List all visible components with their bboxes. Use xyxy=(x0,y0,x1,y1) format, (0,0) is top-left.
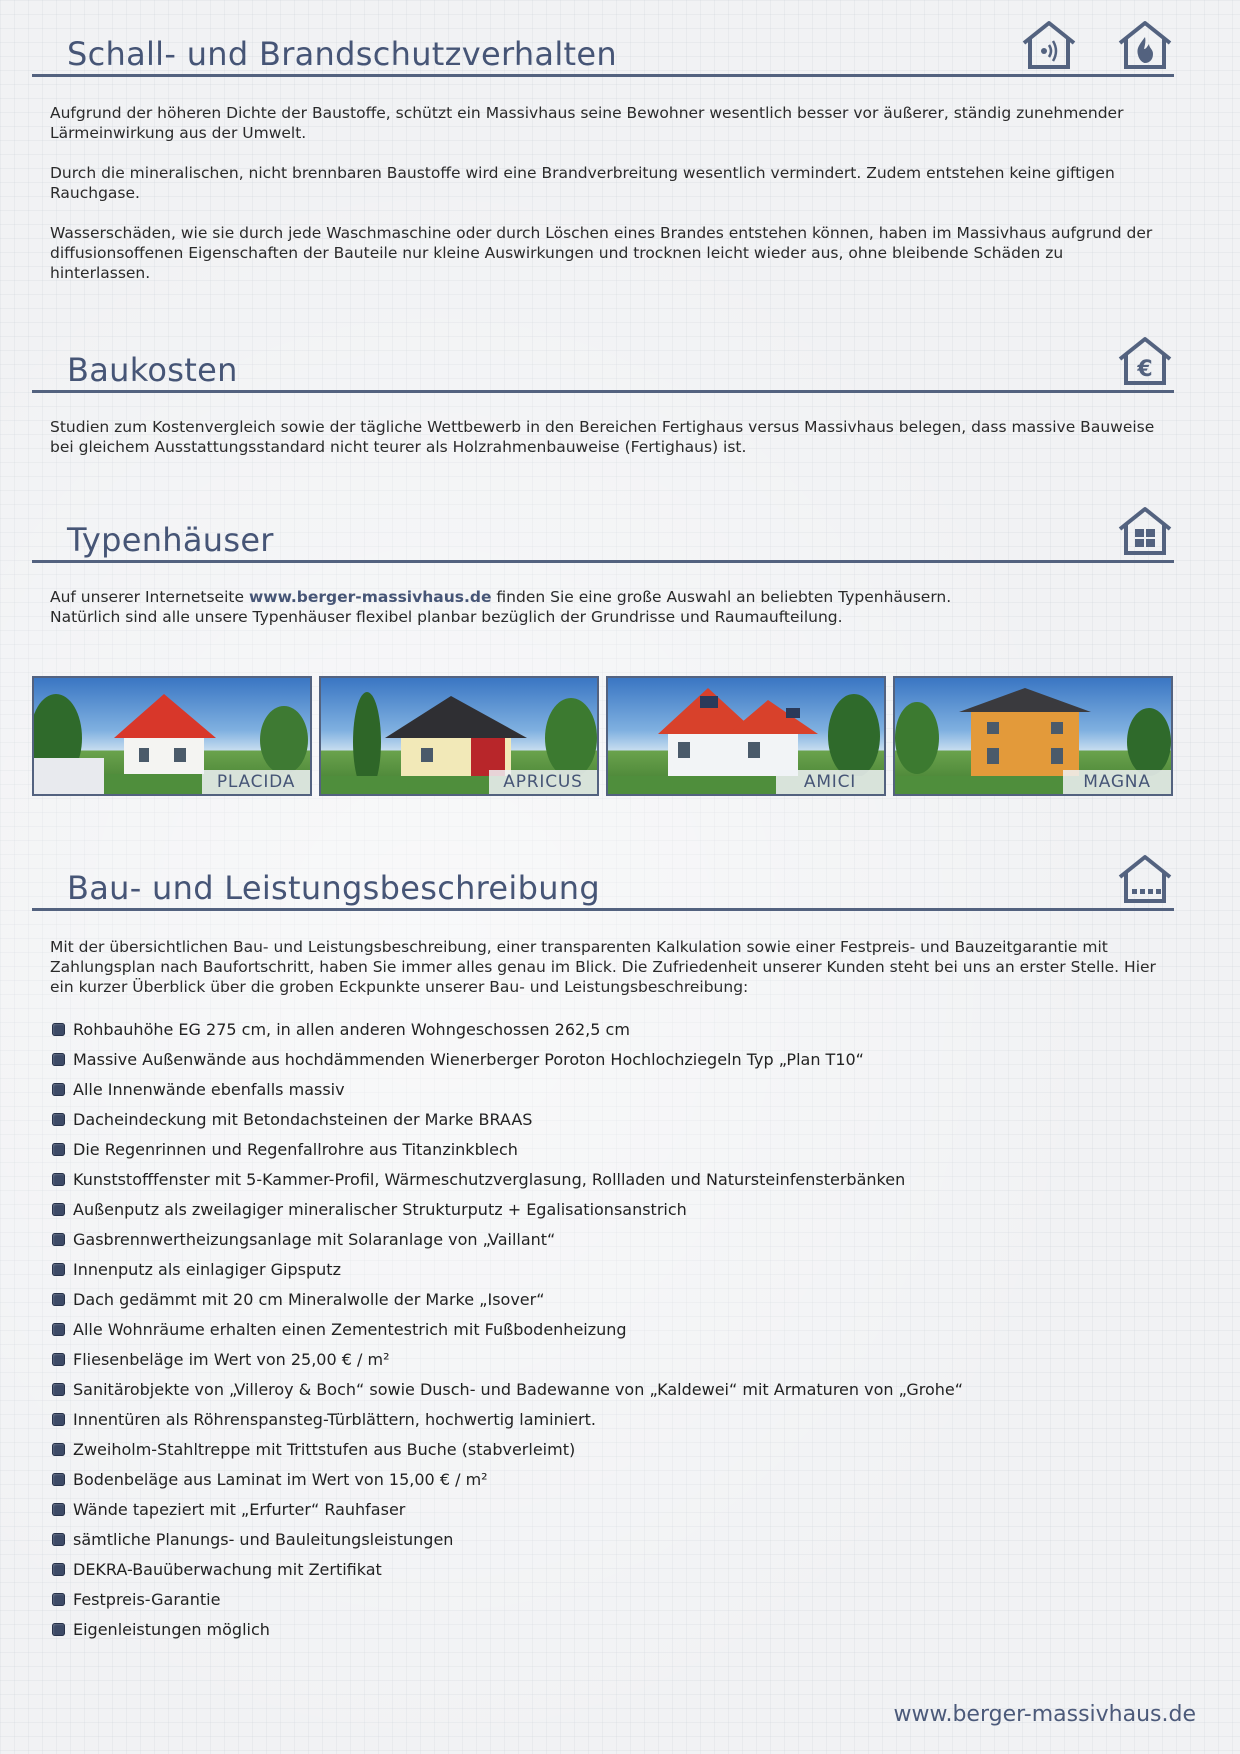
list-item-text: Dach gedämmt mit 20 cm Mineralwolle der Marke „Isover“ xyxy=(73,1290,545,1309)
bullet-icon xyxy=(52,1173,65,1186)
list-item xyxy=(50,1195,1164,1225)
header-icons xyxy=(1116,505,1174,557)
list-item xyxy=(50,1315,1164,1345)
house-card-placida[interactable] xyxy=(32,676,312,796)
list-item-text: DEKRA-Bauüberwachung mit Zertifikat xyxy=(73,1560,382,1579)
house-gallery xyxy=(32,676,1174,796)
bullet-icon xyxy=(52,1593,65,1606)
section-schall-brandschutz xyxy=(32,34,1174,283)
header-icons xyxy=(1116,853,1174,905)
website-link[interactable]: www.berger-massivhaus.de xyxy=(248,588,492,606)
list-item-text: Zweiholm-Stahltreppe mit Trittstufen aus Buche (stabverleimt) xyxy=(73,1440,576,1459)
list-item-text: Innentüren als Röhrenspansteg-Türblättern, hochwertig laminiert. xyxy=(73,1410,596,1429)
list-item-text: Gasbrennwertheizungsanlage mit Solaranlage von „Vaillant“ xyxy=(73,1230,556,1249)
bullet-icon xyxy=(52,1353,65,1366)
list-item-text: Fliesenbeläge im Wert von 25,00 € / m² xyxy=(73,1350,390,1369)
text: Natürlich sind alle unsere Typenhäuser flexibel planbar bezüglich der Grundrisse und Raumaufteilung. xyxy=(50,608,843,626)
list-item-text: Wände tapeziert mit „Erfurter“ Rauhfaser xyxy=(73,1500,406,1519)
text: finden Sie eine große Auswahl an beliebten Typenhäusern. xyxy=(491,588,952,606)
bullet-icon xyxy=(52,1053,65,1066)
bullet-icon xyxy=(52,1413,65,1426)
section-title: Schall- und Brandschutzverhalten xyxy=(67,35,617,73)
house-label: APRICUS xyxy=(489,770,597,794)
footer-website-link[interactable]: www.berger-massivhaus.de xyxy=(893,1702,1196,1727)
list-item xyxy=(50,1075,1164,1105)
list-item xyxy=(50,1135,1164,1165)
house-fire-icon xyxy=(1116,19,1174,71)
bullet-icon xyxy=(52,1623,65,1636)
section-body xyxy=(32,393,1174,457)
list-item-text: Dacheindeckung mit Betondachsteinen der Marke BRAAS xyxy=(73,1110,533,1129)
list-item-text: Sanitärobjekte von „Villeroy & Boch“ sowie Dusch- und Badewanne von „Kaldewei“ mit Armaturen von „Grohe“ xyxy=(73,1380,963,1399)
bullet-icon xyxy=(52,1113,65,1126)
house-euro-icon xyxy=(1116,335,1174,387)
bullet-icon xyxy=(52,1143,65,1156)
list-item-text: Eigenleistungen möglich xyxy=(73,1620,270,1639)
list-item xyxy=(50,1525,1164,1555)
bullet-icon xyxy=(52,1083,65,1096)
house-sound-icon xyxy=(1020,19,1078,71)
house-dots-icon xyxy=(1116,853,1174,905)
list-item xyxy=(50,1615,1164,1645)
list-item xyxy=(50,1495,1164,1525)
list-item xyxy=(50,1165,1164,1195)
svg-text:€: € xyxy=(1137,357,1153,382)
list-item xyxy=(50,1045,1164,1075)
section-header xyxy=(32,520,1174,563)
list-item-text: Außenputz als zweilagiger mineralischer Strukturputz + Egalisationsanstrich xyxy=(73,1200,687,1219)
list-item xyxy=(50,1255,1164,1285)
bullet-icon xyxy=(52,1263,65,1276)
section-title: Baukosten xyxy=(67,351,238,389)
paragraph: Aufgrund der höheren Dichte der Baustoffe, schützt ein Massivhaus seine Bewohner wesentlich besser vor äußerer, ständig zunehmender Lärmeinwirkung aus der Umwelt. xyxy=(50,104,1124,142)
bullet-icon xyxy=(52,1023,65,1036)
section-body xyxy=(32,77,1174,283)
house-card-amici[interactable] xyxy=(606,676,886,796)
feature-list xyxy=(50,1015,1164,1645)
list-item-text: Rohbauhöhe EG 275 cm, in allen anderen Wohngeschossen 262,5 cm xyxy=(73,1020,630,1039)
section-header xyxy=(32,868,1174,911)
list-item-text: Massive Außenwände aus hochdämmenden Wienerberger Poroton Hochlochziegeln Typ „Plan T10“ xyxy=(73,1050,864,1069)
house-card-apricus[interactable] xyxy=(319,676,599,796)
section-typenhaeuser xyxy=(32,520,1174,627)
house-label: PLACIDA xyxy=(202,770,310,794)
list-item xyxy=(50,1345,1164,1375)
list-item-text: Bodenbeläge aus Laminat im Wert von 15,00 € / m² xyxy=(73,1470,488,1489)
list-item xyxy=(50,1555,1164,1585)
bullet-icon xyxy=(52,1563,65,1576)
section-baukosten xyxy=(32,350,1174,457)
list-item-text: Alle Innenwände ebenfalls massiv xyxy=(73,1080,345,1099)
house-card-magna[interactable] xyxy=(893,676,1173,796)
list-item-text: Festpreis-Garantie xyxy=(73,1590,221,1609)
section-header xyxy=(32,34,1174,77)
list-item xyxy=(50,1405,1164,1435)
bullet-icon xyxy=(52,1203,65,1216)
section-body xyxy=(32,563,1174,627)
bullet-icon xyxy=(52,1233,65,1246)
bullet-icon xyxy=(52,1533,65,1546)
paragraph: Durch die mineralischen, nicht brennbaren Baustoffe wird eine Brandverbreitung wesentlich vermindert. Zudem entstehen keine giftigen Rauchgase. xyxy=(50,164,1115,202)
paragraph: Studien zum Kostenvergleich sowie der tägliche Wettbewerb in den Bereichen Fertighaus versus Massivhaus belegen, dass massive Bauweise bei gleichem Ausstattungsstandard nicht teurer als Holzrahmenbauweise (Fertighaus) ist. xyxy=(50,418,1155,456)
section-body xyxy=(32,911,1174,1645)
section-title: Typenhäuser xyxy=(67,521,274,559)
bullet-icon xyxy=(52,1443,65,1456)
list-item-text: Kunststofffenster mit 5-Kammer-Profil, Wärmeschutzverglasung, Rollladen und Natursteinfensterbänken xyxy=(73,1170,906,1189)
bullet-icon xyxy=(52,1473,65,1486)
section-header xyxy=(32,350,1174,393)
house-label: AMICI xyxy=(776,770,884,794)
list-item xyxy=(50,1435,1164,1465)
header-icons xyxy=(1020,19,1174,71)
list-item xyxy=(50,1465,1164,1495)
list-item xyxy=(50,1225,1164,1255)
text: Auf unserer Internetseite xyxy=(50,588,249,606)
list-item-text: sämtliche Planungs- und Bauleitungsleistungen xyxy=(73,1530,454,1549)
paragraph: Wasserschäden, wie sie durch jede Waschmaschine oder durch Löschen eines Brandes entstehen können, haben im Massivhaus aufgrund der diffusionsoffenen Eigenschaften der Bauteile nur kleine Auswirkungen und trocknen leicht wieder aus, ohne bleibende Schäden zu hinterlassen. xyxy=(50,224,1153,282)
list-item-text: Innenputz als einlagiger Gipsputz xyxy=(73,1260,341,1279)
list-item-text: Alle Wohnräume erhalten einen Zementestrich mit Fußbodenheizung xyxy=(73,1320,627,1339)
section-bau-leistung xyxy=(32,868,1174,1645)
bullet-icon xyxy=(52,1383,65,1396)
bullet-icon xyxy=(52,1323,65,1336)
list-item xyxy=(50,1105,1164,1135)
header-icons xyxy=(1116,335,1174,387)
paragraph xyxy=(50,587,1164,627)
paragraph: Mit der übersichtlichen Bau- und Leistungsbeschreibung, einer transparenten Kalkulation sowie einer Festpreis- und Bauzeitgarantie mit Zahlungsplan nach Baufortschritt, haben Sie immer alles genau im Blick. Die Zufriedenheit unserer Kunden steht bei uns an erster Stelle. Hier ein kurzer Überblick über die groben Eckpunkte unserer Bau- und Leistungsbeschreibung: xyxy=(50,938,1156,996)
bullet-icon xyxy=(52,1503,65,1516)
list-item xyxy=(50,1015,1164,1045)
list-item-text: Die Regenrinnen und Regenfallrohre aus Titanzinkblech xyxy=(73,1140,518,1159)
list-item xyxy=(50,1285,1164,1315)
house-window-icon xyxy=(1116,505,1174,557)
house-label: MAGNA xyxy=(1063,770,1171,794)
bullet-icon xyxy=(52,1293,65,1306)
list-item xyxy=(50,1375,1164,1405)
section-title: Bau- und Leistungsbeschreibung xyxy=(67,869,600,907)
list-item xyxy=(50,1585,1164,1615)
